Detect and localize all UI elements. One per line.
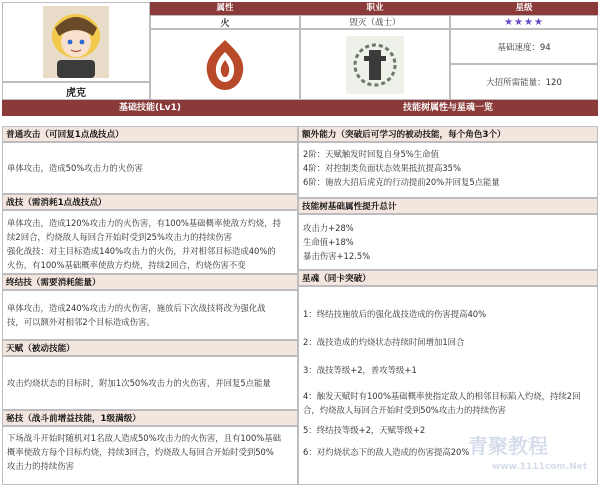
desc-line: 生命值+18%: [303, 237, 354, 247]
desc-line: 火伤，有100%基础概率使敌方灼烧，持续2回合，灼烧伤害不变: [7, 260, 246, 270]
skill-basic-attack-desc: [2, 142, 298, 194]
destruction-path-icon: [346, 36, 404, 94]
eidolon-line: 1：终结技施放后的强化战技造成的伤害提高40%: [303, 309, 487, 319]
path-icon-box: [300, 29, 450, 100]
path-value: 毁灭（战士）: [300, 15, 450, 29]
desc-line: 攻击力+28%: [303, 223, 354, 233]
attribute-value: 火: [150, 15, 300, 29]
base-speed: 基础速度：94: [450, 29, 598, 64]
desc-line: 技，可以额外对相邻2个目标造成伤害。: [7, 317, 155, 327]
eidolon-line: 2：战技造成的灼烧状态持续时间增加1回合: [303, 337, 465, 347]
skill-talent-title: 天赋（被动技能）: [2, 340, 298, 356]
watermark-url: www.1111com.Net: [492, 462, 588, 472]
skill-skill-desc: [2, 210, 298, 274]
desc-line: 概率使敌方每个目标灼烧，持续3回合，灼烧敌人每回合开始时受到50%: [7, 447, 274, 457]
desc-line: 6阶：施放大招后虎克的行动提前20%并回复5点能量: [303, 177, 500, 187]
eidolon-line: 5：终结技等级+2，天赋等级+2: [303, 425, 426, 435]
desc-line: 攻击灼烧状态的目标时，附加1次50%攻击力的火伤害，并回复5点能量: [7, 378, 271, 388]
skill-ultimate-title: 终结技（需要消耗能量）: [2, 274, 298, 290]
desc-line: 续2回合，灼烧敌人每回合开始时受到25%攻击力的持续伤害: [7, 232, 232, 242]
eidolon-line: 6：对灼烧状态下的敌人造成的伤害提高20%: [303, 447, 470, 457]
desc-line: 单体攻击，造成50%攻击力的火伤害: [7, 163, 143, 173]
watermark-logo: 青聚教程: [468, 434, 548, 458]
skill-technique-desc: [2, 426, 298, 485]
ultimate-energy: 大招所需能量：120: [450, 64, 598, 100]
desc-line: 暴击伤害+12.5%: [303, 251, 371, 261]
skill-technique-title: 秘技（战斗前增益技能，1级满级）: [2, 410, 298, 426]
eidolon-desc: [298, 286, 598, 485]
skill-skill-title: 战技（需消耗1点战技点）: [2, 194, 298, 210]
skill-tree-title: 技能树属性与星魂一览: [298, 100, 598, 116]
attribute-header: 属性: [150, 2, 300, 15]
eidolon-line: 3：战技等级+2，普攻等级+1: [303, 365, 417, 375]
desc-line: 4阶：对控制类负面状态效果抵抗提高35%: [303, 163, 461, 173]
desc-line: 2阶：天赋触发时回复自身5%生命值: [303, 149, 439, 159]
skill-basic-attack-title: 普通攻击（可回复1点战技点）: [2, 126, 298, 142]
stat-bonus-desc: [298, 214, 598, 270]
desc-line: 单体攻击，造成120%攻击力的火伤害，有100%基础概率使敌方灼烧，持: [7, 218, 282, 228]
extra-ability-desc: [298, 142, 598, 198]
desc-line: 单体攻击，造成240%攻击力的火伤害，施放后下次战技将改为强化战: [7, 303, 266, 313]
portrait-box: [2, 2, 150, 82]
portrait-image: [43, 6, 109, 78]
skill-ultimate-desc: [2, 290, 298, 340]
skill-talent-desc: [2, 356, 298, 410]
eidolon-title: 星魂（同卡突破）: [298, 270, 598, 286]
rarity-header: 星级: [450, 2, 598, 15]
attribute-icon-box: [150, 29, 300, 100]
desc-line: 下场战斗开始时随机对1名敌人造成50%攻击力的火伤害，且有100%基础: [7, 433, 282, 443]
rarity-stars: ★★★★: [450, 15, 598, 29]
eidolon-line: 4：触发天赋时有100%基础概率使指定敌人的相邻目标陷入灼烧，持续2回合，灼烧敌人每回合开始时受到50%攻击力的持续伤害: [303, 391, 581, 415]
extra-ability-title: 额外能力（突破后可学习的被动技能，每个角色3个）: [298, 126, 598, 142]
stat-bonus-title: 技能树基础属性提升总计: [298, 198, 598, 214]
path-header: 职业: [300, 2, 450, 15]
desc-line: 攻击力的持续伤害: [7, 461, 74, 471]
basic-skills-title: 基础技能(Lv1): [2, 100, 298, 116]
character-name: 虎克: [2, 82, 150, 100]
fire-element-icon: [199, 36, 251, 94]
desc-line: 强化战技：对主目标造成140%攻击力的火伤，并对相邻目标造成40%的: [7, 246, 276, 256]
